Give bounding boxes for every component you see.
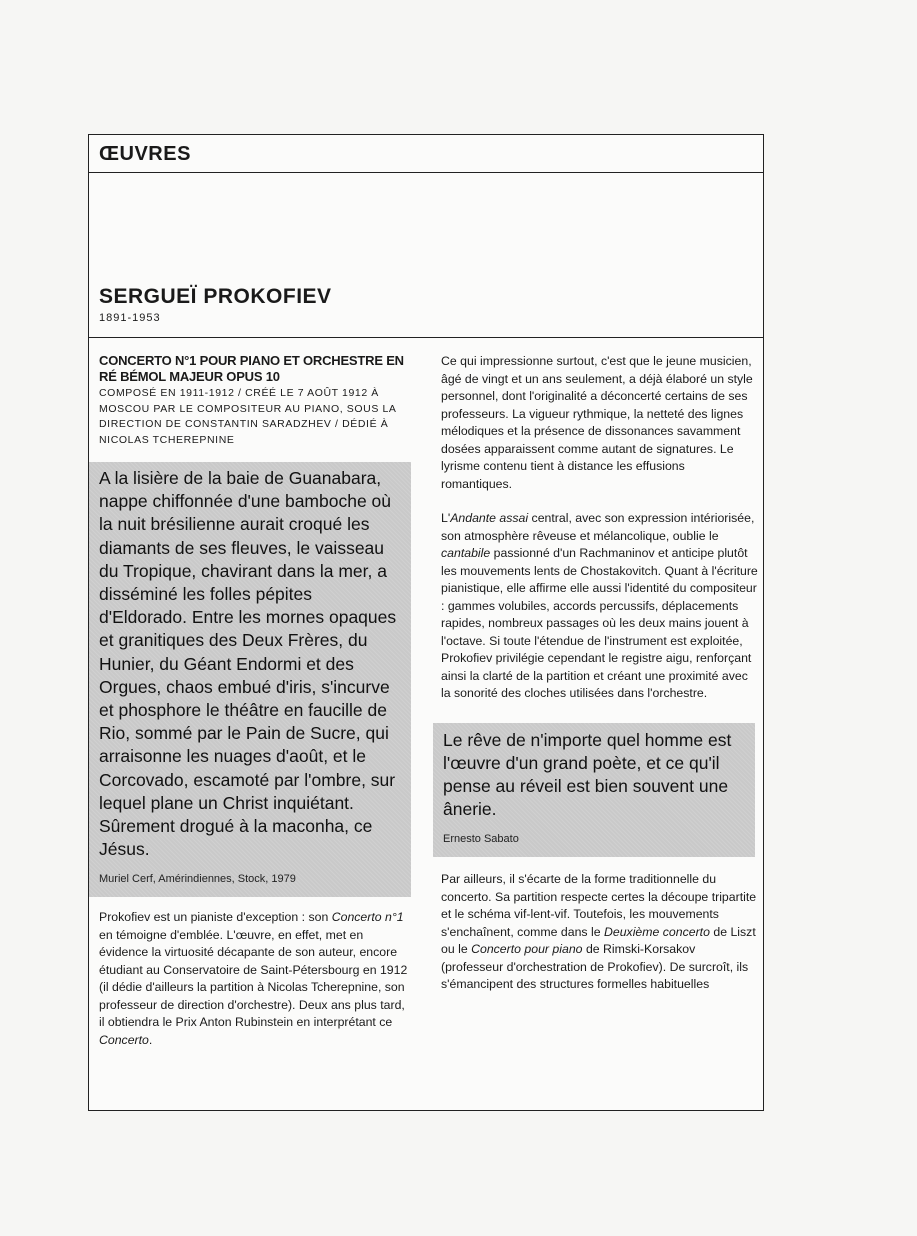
quote-text: A la lisière de la baie de Guanabara, nappe chiffonnée d'une bamboche où la nuit brésilienne aurait croqué les diamants de ses fleuves, le vaisseau du Tropique, chavirant dans la mer, a disséminé les folles pépites d'Eldorado. Entre les mornes opaques et granitiques des Deux Frères, du Hunier, du Géant Endormi et des Orgues, chaos embué d'iris, s'incurve et phosphore le théâtre en faucille de Rio, sommé par le Pain de Sucre, qui arraisonne les nuages d'août, et le Corcovado, escamoté par l'ombre, sur lequel plane un Christ inquiétant. Sûrement drogué à la maconha, ce Jésus.	[99, 468, 397, 860]
text-run-italic: Concerto n°1	[331, 910, 404, 925]
body-paragraph	[99, 909, 411, 1049]
text-run: L'	[441, 511, 451, 525]
body-paragraph	[441, 871, 759, 994]
left-column	[99, 353, 411, 1049]
quote-citation: Ernesto Sabato	[443, 833, 519, 846]
body-paragraph: Ce qui impressionne surtout, c'est que le jeune musicien, âgé de vingt et un ans seulement, a déjà élaboré un style personnel, dont l'originalité a déconcerté certains de ses professeurs. La vigueur rythmique, la netteté des lignes mélodiques et la présence de dissonances savamment dosées apparaissent comme autant de signatures. Le lyrisme contenu tient à distance les effusions romantiques.	[441, 354, 753, 491]
composer-dates: 1891-1953	[99, 312, 161, 324]
text-run: en témoigne d'emblée. L'œuvre, en effet, met en évidence la virtuosité décapante de son auteur, encore étudiant au Conservatoire de Saint-Pétersbourg en 1912 (il dédie d'ailleurs la partition à Nicolas Tcherepnine, son professeur de direction d'orchestre). Deux ans plus tard, il obtiendra le Prix Anton Rubinstein en interprétant ce	[99, 927, 408, 1030]
text-run: de Liszt ou le	[441, 924, 756, 957]
composer-name: SERGUEÏ PROKOFIEV	[99, 285, 332, 308]
body-paragraph	[441, 510, 759, 703]
text-run-italic: cantabile	[441, 546, 491, 560]
text-run: Prokofiev est un pianiste d'exception : son	[99, 910, 332, 925]
text-run-italic: Deuxième concerto	[603, 924, 710, 939]
text-run: central, avec son expression intériorisée, son atmosphère rêveuse et mélancolique, oublie le	[441, 511, 755, 543]
quote-text: Le rêve de n'importe quel homme est l'œuvre d'un grand poète, et ce qu'il pense au réveil est bien souvent une ânerie.	[443, 729, 732, 820]
text-run: de Rimski-Korsakov (professeur d'orchestration de Prokofiev). De surcroît, ils s'émancipent des structures formelles habituelles	[441, 942, 749, 992]
text-run-italic: Concerto	[99, 1032, 149, 1047]
quote-box-right	[433, 723, 755, 858]
page-frame	[88, 134, 764, 1111]
section-title: ŒUVRES	[99, 143, 191, 165]
section-header	[89, 135, 763, 173]
text-run: passionné d'un Rachmaninov et anticipe plutôt les mouvements lents de Chostakovitch. Quant à l'écriture pianistique, elle affirme elle aussi l'identité du compositeur : gammes volubiles, accords percussifs, déplacements rapides, nombreux passages où les deux mains jouent à l'octave. Si toute l'étendue de l'instrument est exploitée, Prokofiev privilégie cependant le registre aigu, renforçant ainsi la clarté de la partition et créant une proximité avec la sonorité des cloches utilisées dans l'orchestre.	[441, 546, 758, 700]
work-title: CONCERTO N°1 POUR PIANO ET ORCHESTRE EN RÉ BÉMOL MAJEUR OPUS 10	[99, 353, 404, 384]
quote-box-left	[89, 462, 411, 897]
text-run-italic: Andante assai	[450, 511, 529, 525]
text-run-italic: Concerto pour piano	[471, 942, 583, 957]
quote-citation: Muriel Cerf, Amérindiennes, Stock, 1979	[99, 873, 296, 886]
divider	[89, 337, 763, 338]
right-column	[441, 353, 759, 994]
text-run: Par ailleurs, il s'écarte de la forme traditionnelle du concerto. Sa partition respecte certes la découpe tripartite et le schéma vif-lent-vif. Toutefois, les mouvements s'enchaînent, comme dans le	[441, 872, 757, 939]
work-info: COMPOSÉ EN 1911-1912 / CRÉÉ LE 7 AOÛT 1912 À MOSCOU PAR LE COMPOSITEUR AU PIANO, SOUS LA DIRECTION DE CONSTANTIN SARADZHEV / DÉDIÉ À NICOLAS TCHEREPNINE	[99, 387, 396, 446]
composer-block	[99, 285, 753, 324]
text-run: .	[148, 1032, 153, 1047]
